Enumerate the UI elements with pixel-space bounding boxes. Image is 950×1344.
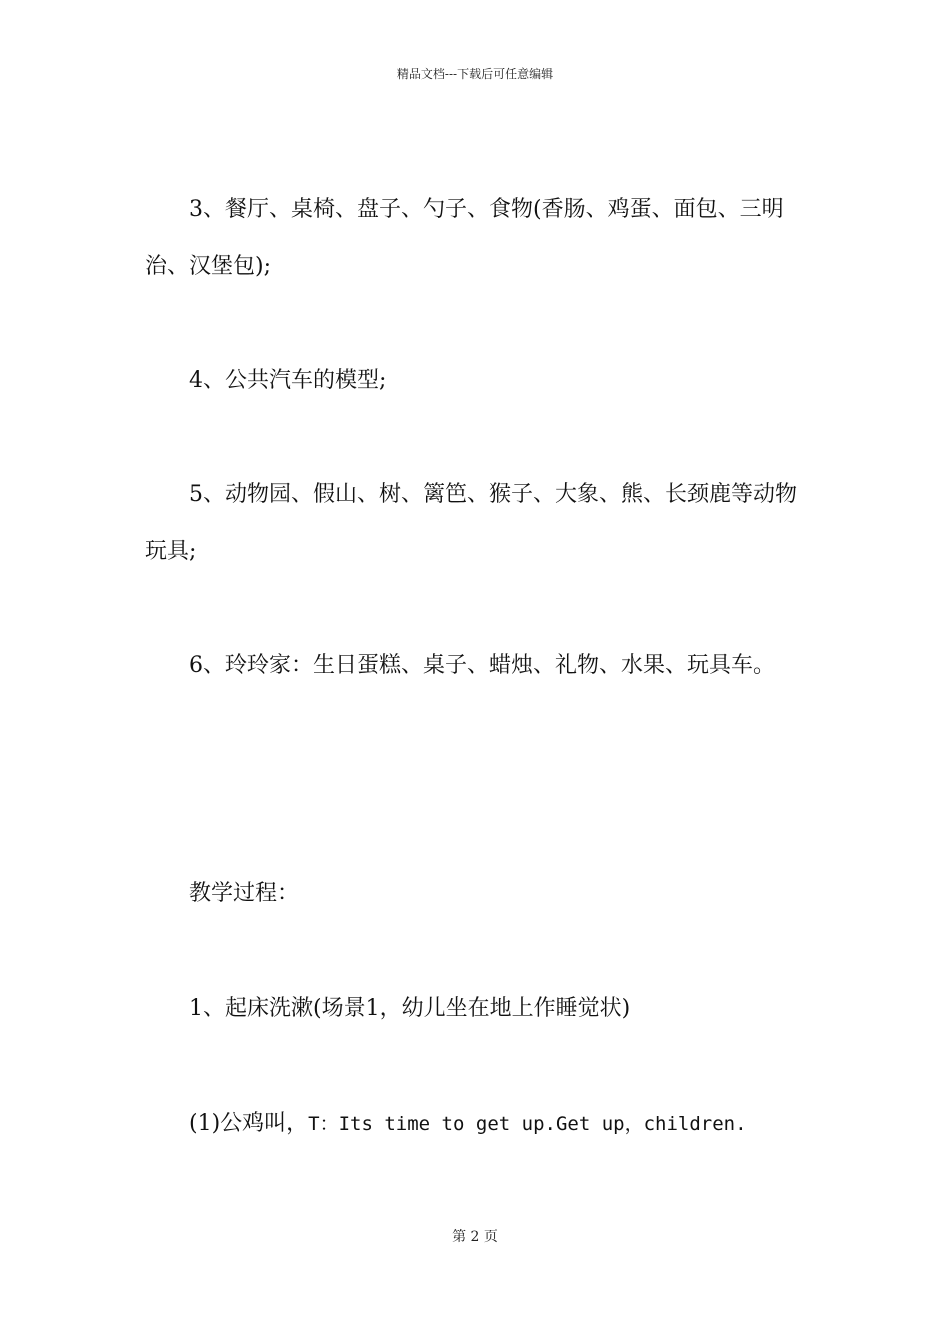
step-1-sub-1 bbox=[189, 1110, 854, 1138]
item-3-line-2: 治、汉堡包); bbox=[145, 254, 271, 279]
item-5-line-2: 玩具; bbox=[145, 539, 197, 564]
item-5-line-1: 5、动物园、假山、树、篱笆、猴子、大象、熊、长颈鹿等动物 bbox=[189, 482, 797, 507]
document-header: 精品文档---下载后可任意编辑 bbox=[396, 67, 554, 81]
step-1-sub-1-english: T：Its time to get up.Get up，children. bbox=[308, 1113, 747, 1135]
item-3-line-1: 3、餐厅、桌椅、盘子、勺子、食物(香肠、鸡蛋、面包、三明 bbox=[189, 197, 784, 222]
item-4: 4、公共汽车的模型; bbox=[189, 368, 387, 393]
teaching-process-heading: 教学过程： bbox=[189, 881, 300, 906]
step-1: 1、起床洗漱(场景1，幼儿坐在地上作睡觉状) bbox=[189, 996, 631, 1021]
page-number: 第 2 页 bbox=[452, 1229, 498, 1245]
step-1-sub-1-prefix: (1)公鸡叫， bbox=[189, 1111, 309, 1136]
item-6: 6、玲玲家：生日蛋糕、桌子、蜡烛、礼物、水果、玩具车。 bbox=[189, 653, 775, 678]
